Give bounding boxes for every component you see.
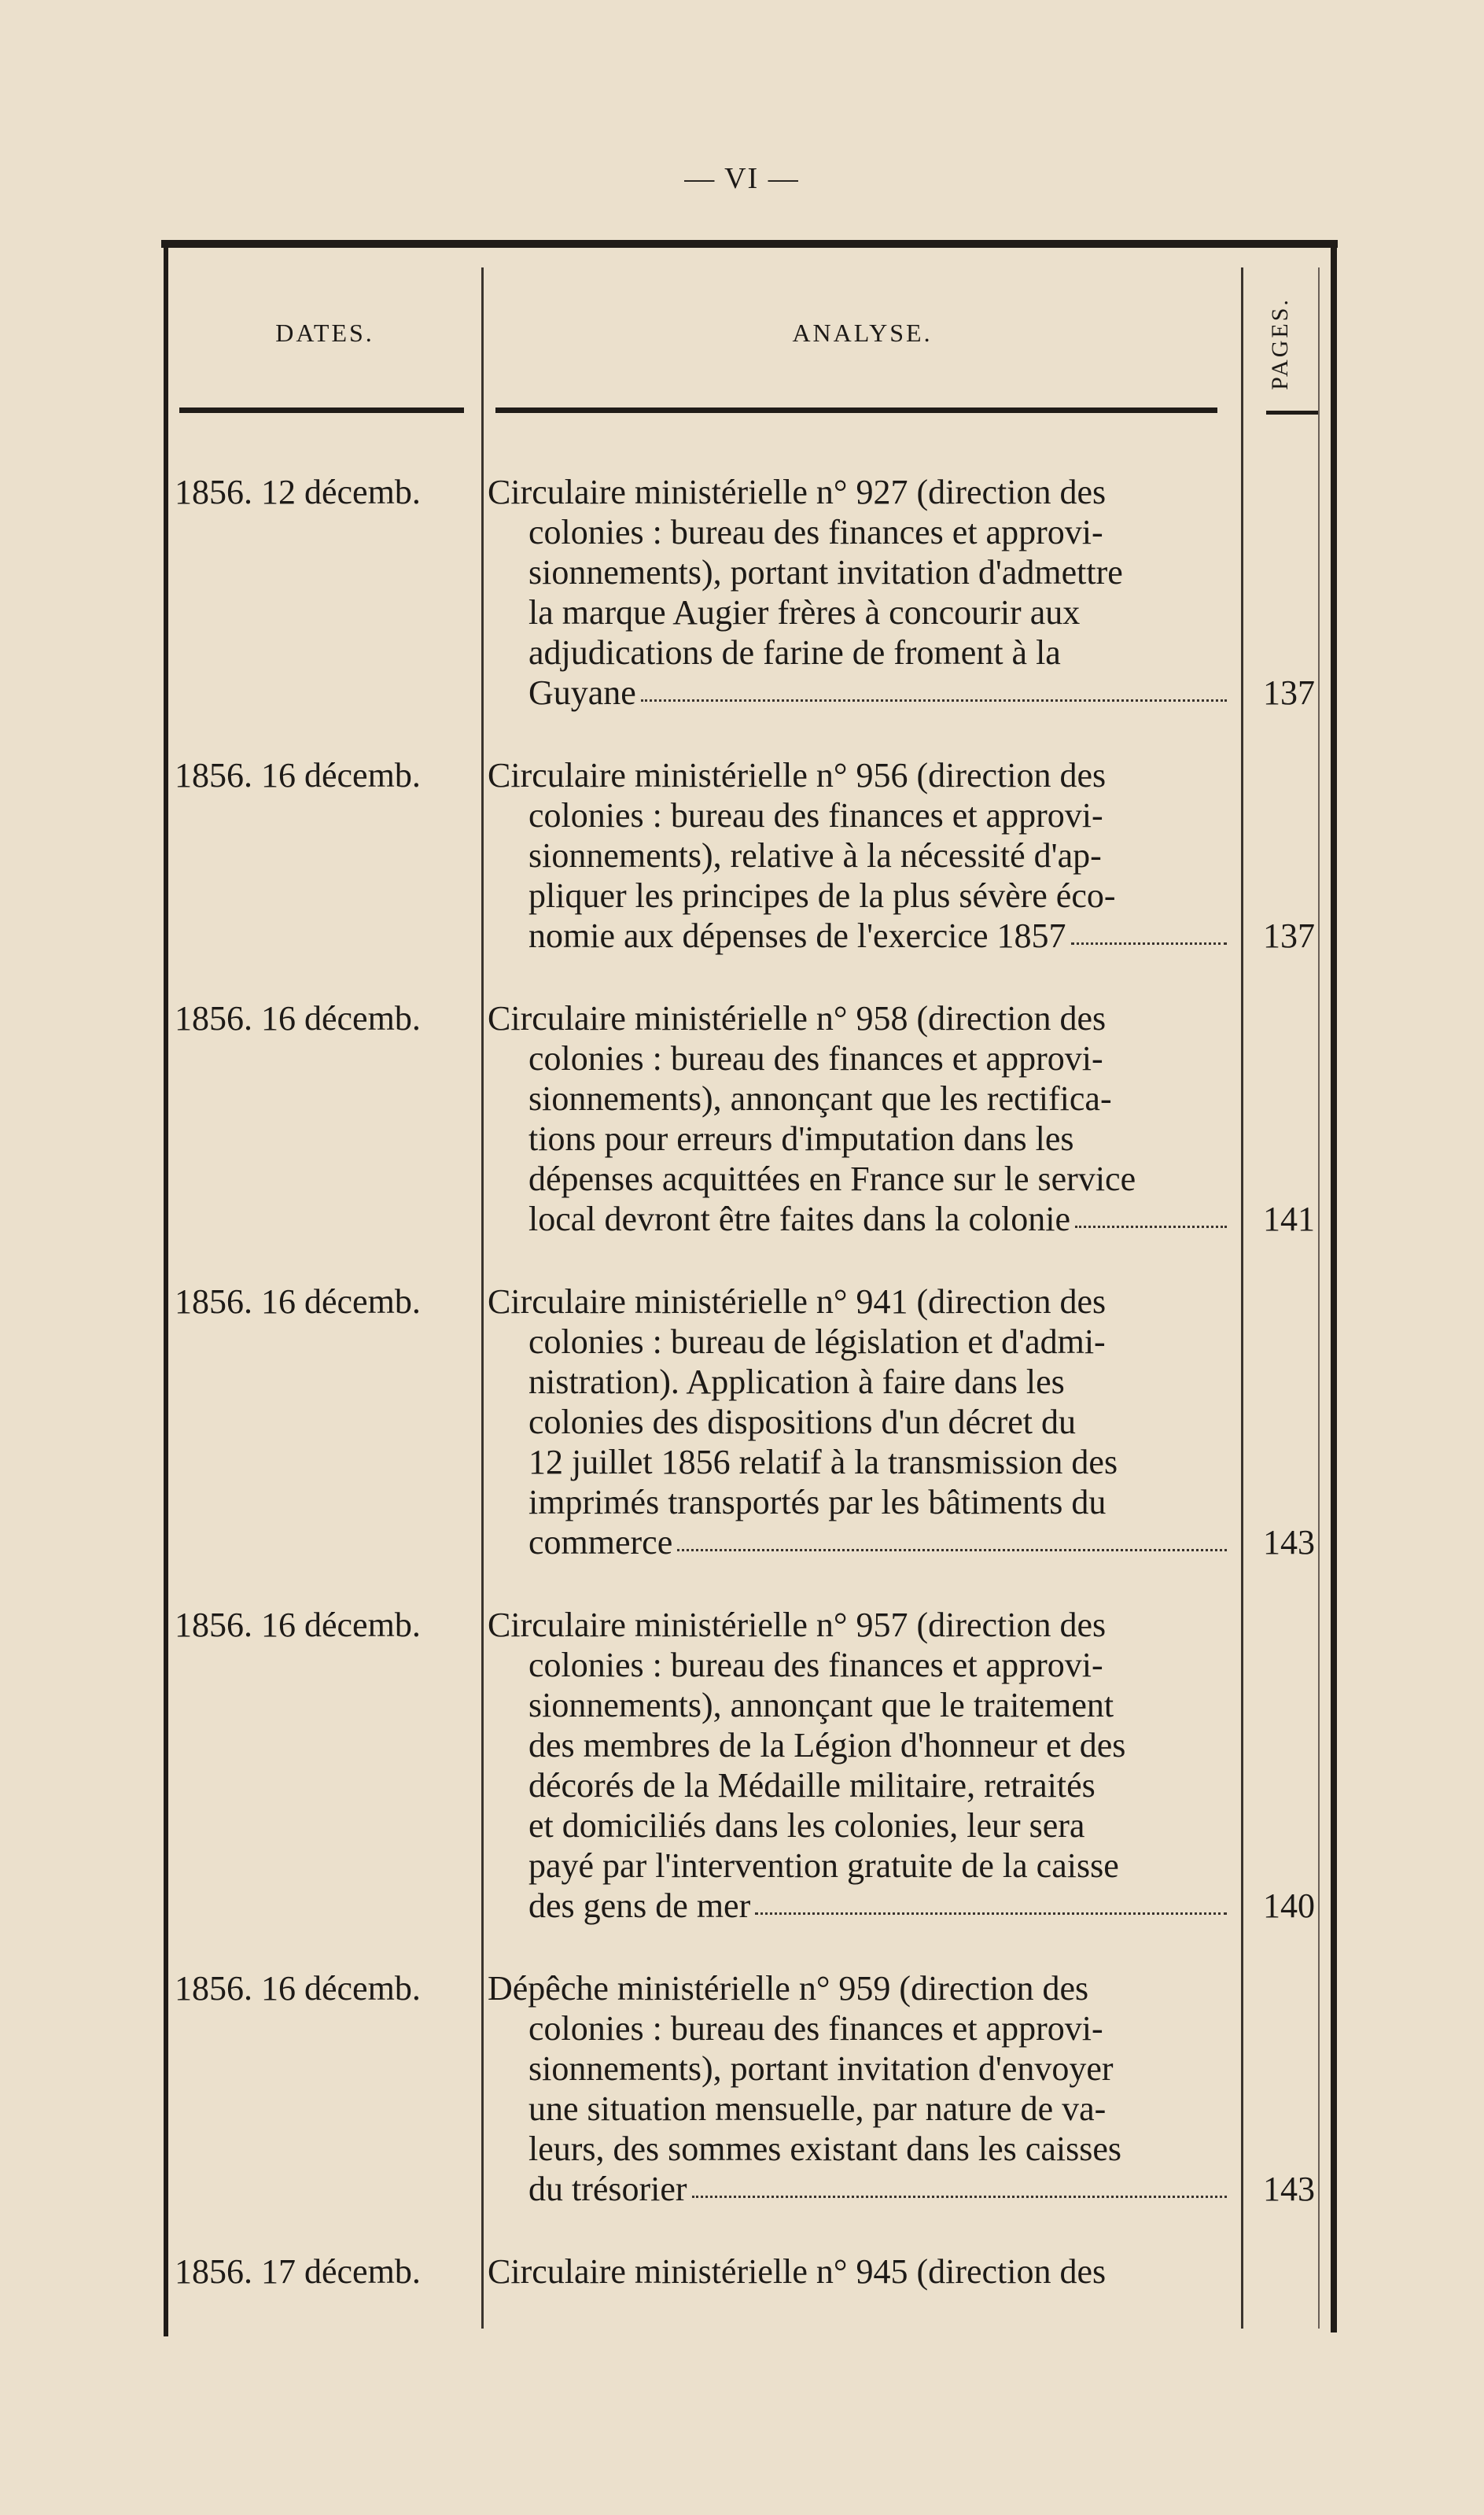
entries-list xyxy=(0,472,1484,2334)
entry-analysis xyxy=(488,755,1235,956)
analysis-line: décorés de la Médaille militaire, retraités xyxy=(528,1766,1096,1805)
analysis-line: Circulaire ministérielle n° 927 (direction des xyxy=(488,473,1107,511)
analysis-line: colonies : bureau des finances et approvi- xyxy=(528,796,1103,835)
entry-analysis xyxy=(488,1605,1235,1926)
dot-leader xyxy=(677,1522,1227,1551)
analysis-last-line xyxy=(488,2169,1235,2209)
analysis-last-line xyxy=(488,1886,1235,1926)
analysis-line: colonies : bureau des finances et approvi- xyxy=(528,513,1103,551)
analysis-line: imprimés transportés par les bâtiments du xyxy=(528,1483,1107,1521)
analysis-line: local devront être faites dans la colonie xyxy=(528,1200,1071,1238)
analysis-line: adjudications de farine de froment à la xyxy=(528,633,1061,672)
dot-leader xyxy=(641,673,1227,702)
analysis-line: nistration). Application à faire dans les xyxy=(528,1363,1065,1401)
analysis-line: des gens de mer xyxy=(528,1886,751,1925)
entry-analysis xyxy=(488,472,1235,713)
analysis-last-line xyxy=(488,916,1235,956)
analysis-line: commerce xyxy=(528,1523,673,1562)
analysis-line: Dépêche ministérielle n° 959 (direction des xyxy=(488,1969,1089,2008)
table-top-border xyxy=(161,240,1338,248)
analysis-line: colonies : bureau de législation et d'admi- xyxy=(528,1322,1106,1361)
table-row xyxy=(0,1605,1484,1926)
table-row xyxy=(0,2251,1484,2292)
entry-date: 1856. 16 décemb. xyxy=(175,999,421,1038)
entry-date: 1856. 16 décemb. xyxy=(175,1969,421,2008)
analysis-line: Circulaire ministérielle n° 958 (direction des xyxy=(488,999,1107,1038)
table-row xyxy=(0,1968,1484,2209)
analysis-last-line xyxy=(488,1199,1235,1239)
entry-date: 1856. 12 décemb. xyxy=(175,473,421,511)
analysis-line: une situation mensuelle, par nature de va- xyxy=(528,2089,1107,2128)
analysis-line: colonies : bureau des finances et approvi- xyxy=(528,1646,1103,1684)
analysis-line: colonies : bureau des finances et approvi- xyxy=(528,2009,1103,2048)
entry-page-number: 143 xyxy=(1263,1523,1315,1562)
analysis-line: nomie aux dépenses de l'exercice 1857 xyxy=(528,916,1066,955)
dot-leader xyxy=(755,1886,1227,1915)
table-row xyxy=(0,998,1484,1239)
column-header-dates: DATES. xyxy=(275,319,374,347)
page-header: — VI — xyxy=(684,162,800,195)
analysis-last-line xyxy=(488,1522,1235,1562)
entry-analysis xyxy=(488,1281,1235,1562)
table-row xyxy=(0,1281,1484,1562)
analysis-last-line xyxy=(488,673,1235,713)
header-rule-analyse xyxy=(495,407,1217,413)
analysis-line: sionnements), annonçant que le traitement xyxy=(528,1686,1114,1724)
entry-analysis xyxy=(488,2251,1235,2292)
analysis-line: colonies : bureau des finances et approvi- xyxy=(528,1039,1103,1078)
header-rule-pages xyxy=(1266,411,1318,415)
analysis-line: tions pour erreurs d'imputation dans les xyxy=(528,1119,1074,1158)
analysis-line: dépenses acquittées en France sur le service xyxy=(528,1160,1136,1198)
analysis-line: la marque Augier frères à concourir aux xyxy=(528,593,1081,632)
dot-leader xyxy=(1071,916,1227,945)
entry-page-number: 143 xyxy=(1263,2170,1315,2208)
analysis-line: des membres de la Légion d'honneur et des xyxy=(528,1726,1126,1765)
entry-date: 1856. 16 décemb. xyxy=(175,1606,421,1644)
entry-date: 1856. 16 décemb. xyxy=(175,756,421,795)
table-row xyxy=(0,755,1484,956)
entry-date: 1856. 16 décemb. xyxy=(175,1282,421,1321)
entry-date: 1856. 17 décemb. xyxy=(175,2252,421,2291)
analysis-line: colonies des dispositions d'un décret du xyxy=(528,1403,1076,1441)
analysis-line: Circulaire ministérielle n° 941 (direction des xyxy=(488,1282,1107,1321)
analysis-line: sionnements), relative à la nécessité d'ap- xyxy=(528,836,1102,875)
dot-leader xyxy=(1075,1199,1227,1228)
column-header-pages: PAGES. xyxy=(1267,297,1293,390)
analysis-line: Circulaire ministérielle n° 957 (direction des xyxy=(488,1606,1107,1644)
analysis-line: du trésorier xyxy=(528,2170,687,2208)
analysis-line: sionnements), annonçant que les rectifica- xyxy=(528,1079,1112,1118)
entry-page-number: 141 xyxy=(1263,1200,1315,1238)
analysis-line: sionnements), portant invitation d'envoyer xyxy=(528,2049,1114,2088)
analysis-line: payé par l'intervention gratuite de la caisse xyxy=(528,1846,1119,1885)
header-rule-dates xyxy=(179,407,464,413)
analysis-line: Circulaire ministérielle n° 956 (direction des xyxy=(488,756,1107,795)
dot-leader xyxy=(692,2169,1227,2198)
entry-analysis xyxy=(488,1968,1235,2209)
column-header-analyse: ANALYSE. xyxy=(792,319,933,347)
analysis-line: leurs, des sommes existant dans les caisses xyxy=(528,2130,1121,2168)
analysis-line: et domiciliés dans les colonies, leur sera xyxy=(528,1806,1085,1845)
analysis-line: pliquer les principes de la plus sévère éco- xyxy=(528,876,1116,915)
analysis-line: sionnements), portant invitation d'admettre xyxy=(528,553,1123,592)
analysis-line: 12 juillet 1856 relatif à la transmission des xyxy=(528,1443,1118,1481)
entry-analysis xyxy=(488,998,1235,1239)
entry-page-number: 137 xyxy=(1263,673,1315,712)
table-row xyxy=(0,472,1484,713)
analysis-line: Circulaire ministérielle n° 945 (direction des xyxy=(488,2252,1107,2291)
entry-page-number: 137 xyxy=(1263,916,1315,955)
analysis-line: Guyane xyxy=(528,673,636,712)
entry-page-number: 140 xyxy=(1263,1886,1315,1925)
